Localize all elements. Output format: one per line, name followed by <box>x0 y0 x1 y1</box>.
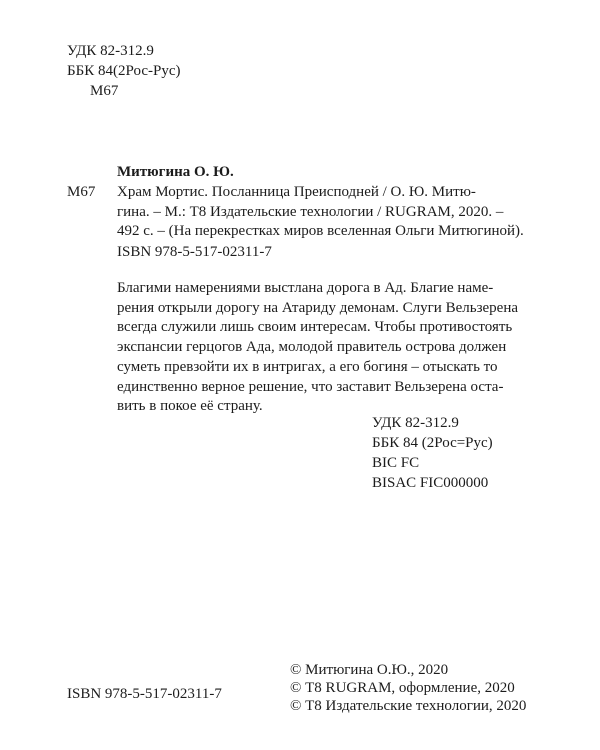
top-bbk: ББК 84(2Рос-Рус) <box>67 63 181 79</box>
copyright-line: © Т8 Издательские технологии, 2020 <box>290 698 527 714</box>
class-bbk: ББК 84 (2Рос=Рус) <box>372 435 493 451</box>
description-line: 492 с. – (На перекрестках миров вселенная Ольги Митюгиной). <box>117 223 524 240</box>
annotation-line: единственно верное решение, что заставит Вельзерена оста- <box>117 378 504 395</box>
description-line: Храм Мортис. Посланница Преисподней / О. Ю. Митю- <box>117 184 476 200</box>
footer-isbn: ISBN 978-5-517-02311-7 <box>67 686 222 702</box>
author-heading: Митюгина О. Ю. <box>117 164 234 180</box>
annotation-line: рения открыли дорогу на Атариду демонам. Слуги Вельзерена <box>117 299 519 316</box>
annotation-line: суметь превзойти их в интригах, а его богиня – отыскать то <box>117 358 498 375</box>
copyright-line: © Митюгина О.Ю., 2020 <box>290 662 449 678</box>
annotation-line: экспансии герцогов Ада, молодой правитель острова должен <box>117 339 507 356</box>
description-line: гина. – М.: Т8 Издательские технологии / RUGRAM, 2020. – <box>117 203 504 220</box>
annotation-line: всегда служили лишь своим интересам. Чтобы противостоять <box>117 319 513 336</box>
annotation <box>117 279 518 417</box>
annotation-line: Благими намерениями выстлана дорога в Ад. Благие наме- <box>117 280 494 296</box>
class-bisac: BISAC FIC000000 <box>372 475 489 491</box>
bibliographic-description <box>117 183 524 242</box>
class-udk: УДК 82-312.9 <box>372 415 459 431</box>
top-udk: УДК 82-312.9 <box>67 43 154 59</box>
card-author-sign: М67 <box>67 184 96 200</box>
class-bic: BIC FC <box>372 455 420 471</box>
copyright-line: © Т8 RUGRAM, оформление, 2020 <box>290 680 515 696</box>
card-isbn: ISBN 978-5-517-02311-7 <box>117 244 272 260</box>
annotation-line: вить в покое её страну. <box>117 398 263 415</box>
top-author-sign: М67 <box>90 83 119 99</box>
